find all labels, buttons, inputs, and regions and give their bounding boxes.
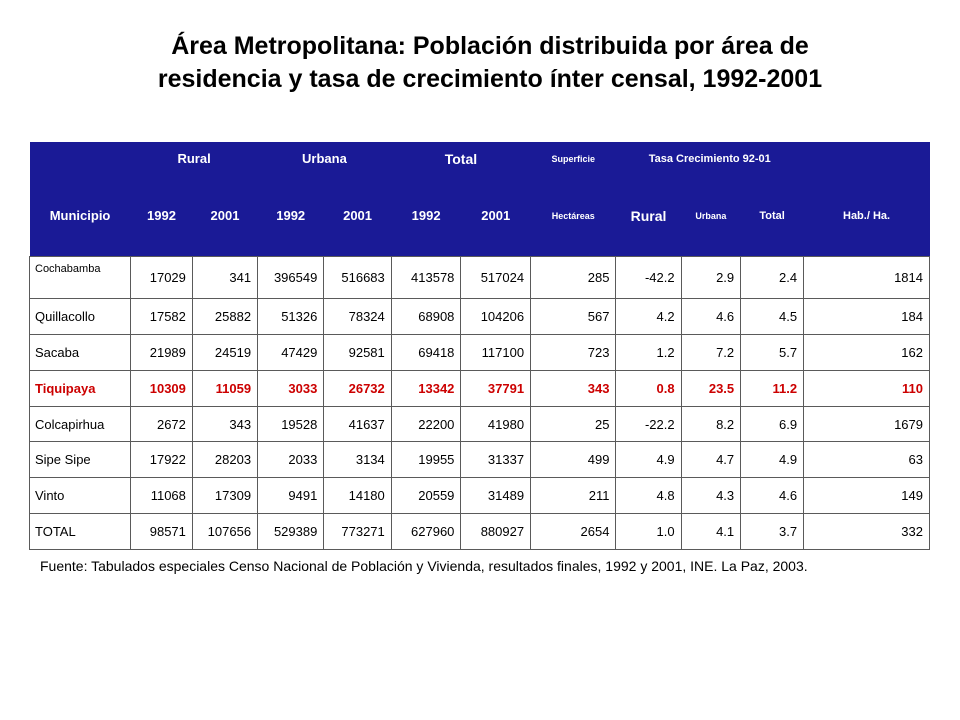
cell-superficie: 567 bbox=[531, 298, 616, 334]
cell-municipio: TOTAL bbox=[30, 514, 131, 550]
header-hab-ha: Hab./ Ha. bbox=[804, 175, 930, 257]
table-row-highlighted bbox=[30, 370, 930, 406]
population-table bbox=[29, 142, 930, 550]
header-total: Total bbox=[391, 142, 530, 175]
cell-tasa-rural: 4.9 bbox=[616, 442, 681, 478]
cell-urbana-2001: 78324 bbox=[324, 298, 391, 334]
cell-tasa-rural: 0.8 bbox=[616, 370, 681, 406]
cell-superficie: 723 bbox=[531, 334, 616, 370]
cell-municipio: Tiquipaya bbox=[30, 370, 131, 406]
cell-rural-1992: 11068 bbox=[131, 478, 193, 514]
table-row bbox=[30, 442, 930, 478]
cell-densidad: 149 bbox=[804, 478, 930, 514]
cell-rural-1992: 21989 bbox=[131, 334, 193, 370]
header-tasa-urbana: Urbana bbox=[681, 175, 741, 257]
cell-urbana-1992: 3033 bbox=[258, 370, 324, 406]
cell-densidad: 63 bbox=[804, 442, 930, 478]
cell-tasa-total: 6.9 bbox=[741, 406, 804, 442]
cell-superficie: 343 bbox=[531, 370, 616, 406]
cell-municipio: Sipe Sipe bbox=[30, 442, 131, 478]
header-rural-1992: 1992 bbox=[131, 175, 193, 257]
cell-rural-1992: 17582 bbox=[131, 298, 193, 334]
cell-tasa-urbana: 2.9 bbox=[681, 257, 741, 299]
header-urbana: Urbana bbox=[258, 142, 392, 175]
cell-rural-1992: 98571 bbox=[131, 514, 193, 550]
cell-urbana-1992: 51326 bbox=[258, 298, 324, 334]
table-row bbox=[30, 334, 930, 370]
cell-urbana-2001: 516683 bbox=[324, 257, 391, 299]
header-superficie: Superficie bbox=[531, 142, 616, 175]
title-line-2: residencia y tasa de crecimiento ínter censal, 1992-2001 bbox=[157, 65, 823, 93]
cell-tasa-total: 5.7 bbox=[741, 334, 804, 370]
cell-tasa-total: 4.5 bbox=[741, 298, 804, 334]
table-row bbox=[30, 478, 930, 514]
cell-urbana-2001: 26732 bbox=[324, 370, 391, 406]
header-hectareas: Hectáreas bbox=[531, 175, 616, 257]
cell-urbana-2001: 92581 bbox=[324, 334, 391, 370]
table-body bbox=[30, 257, 930, 550]
cell-superficie: 285 bbox=[531, 257, 616, 299]
cell-total-2001: 37791 bbox=[461, 370, 531, 406]
cell-tasa-total: 3.7 bbox=[741, 514, 804, 550]
cell-total-2001: 41980 bbox=[461, 406, 531, 442]
cell-tasa-rural: 4.8 bbox=[616, 478, 681, 514]
cell-densidad: 184 bbox=[804, 298, 930, 334]
cell-tasa-total: 11.2 bbox=[741, 370, 804, 406]
cell-densidad: 1814 bbox=[804, 257, 930, 299]
cell-rural-2001: 25882 bbox=[192, 298, 257, 334]
cell-total-2001: 31337 bbox=[461, 442, 531, 478]
cell-total-2001: 880927 bbox=[461, 514, 531, 550]
cell-tasa-urbana: 4.6 bbox=[681, 298, 741, 334]
header-row-2 bbox=[30, 175, 930, 257]
cell-tasa-rural: -42.2 bbox=[616, 257, 681, 299]
table-row bbox=[30, 257, 930, 299]
cell-municipio: Cochabamba bbox=[30, 257, 131, 299]
cell-urbana-1992: 9491 bbox=[258, 478, 324, 514]
cell-total-1992: 627960 bbox=[391, 514, 461, 550]
cell-urbana-2001: 14180 bbox=[324, 478, 391, 514]
cell-total-1992: 69418 bbox=[391, 334, 461, 370]
header-urbana-1992: 1992 bbox=[258, 175, 324, 257]
header-empty bbox=[30, 142, 131, 175]
cell-total-1992: 22200 bbox=[391, 406, 461, 442]
cell-total-2001: 517024 bbox=[461, 257, 531, 299]
cell-rural-1992: 2672 bbox=[131, 406, 193, 442]
header-rural-2001: 2001 bbox=[192, 175, 257, 257]
cell-tasa-total: 4.6 bbox=[741, 478, 804, 514]
cell-rural-2001: 341 bbox=[192, 257, 257, 299]
cell-total-1992: 68908 bbox=[391, 298, 461, 334]
cell-tasa-urbana: 7.2 bbox=[681, 334, 741, 370]
cell-superficie: 2654 bbox=[531, 514, 616, 550]
cell-superficie: 499 bbox=[531, 442, 616, 478]
cell-tasa-urbana: 4.7 bbox=[681, 442, 741, 478]
cell-urbana-2001: 3134 bbox=[324, 442, 391, 478]
cell-municipio: Colcapirhua bbox=[30, 406, 131, 442]
cell-total-1992: 19955 bbox=[391, 442, 461, 478]
cell-densidad: 1679 bbox=[804, 406, 930, 442]
cell-urbana-1992: 47429 bbox=[258, 334, 324, 370]
cell-tasa-rural: 1.2 bbox=[616, 334, 681, 370]
cell-tasa-urbana: 4.1 bbox=[681, 514, 741, 550]
header-tasa-total: Total bbox=[741, 175, 804, 257]
header-tasa-rural: Rural bbox=[616, 175, 681, 257]
cell-urbana-1992: 2033 bbox=[258, 442, 324, 478]
title-line-1: Área Metropolitana: Población distribuida por área de bbox=[171, 32, 809, 60]
cell-total-2001: 104206 bbox=[461, 298, 531, 334]
header-last bbox=[804, 142, 930, 175]
header-rural: Rural bbox=[131, 142, 258, 175]
table-row bbox=[30, 406, 930, 442]
cell-total-1992: 13342 bbox=[391, 370, 461, 406]
cell-total-2001: 117100 bbox=[461, 334, 531, 370]
header-municipio: Municipio bbox=[30, 175, 131, 257]
cell-rural-2001: 343 bbox=[192, 406, 257, 442]
cell-tasa-rural: 4.2 bbox=[616, 298, 681, 334]
cell-rural-1992: 17029 bbox=[131, 257, 193, 299]
header-total-1992: 1992 bbox=[391, 175, 461, 257]
cell-rural-1992: 10309 bbox=[131, 370, 193, 406]
header-row-1 bbox=[30, 142, 930, 175]
cell-superficie: 211 bbox=[531, 478, 616, 514]
cell-tasa-urbana: 8.2 bbox=[681, 406, 741, 442]
header-urbana-2001: 2001 bbox=[324, 175, 391, 257]
cell-rural-2001: 24519 bbox=[192, 334, 257, 370]
cell-densidad: 162 bbox=[804, 334, 930, 370]
cell-total-2001: 31489 bbox=[461, 478, 531, 514]
cell-municipio: Quillacollo bbox=[30, 298, 131, 334]
page-title bbox=[60, 30, 920, 96]
cell-total-1992: 413578 bbox=[391, 257, 461, 299]
cell-tasa-rural: -22.2 bbox=[616, 406, 681, 442]
source-footnote: Fuente: Tabulados especiales Censo Nacional de Población y Vivienda, resultados finales, 1992 y 2001, INE. La Paz, 2003. bbox=[40, 558, 808, 574]
cell-municipio: Vinto bbox=[30, 478, 131, 514]
cell-urbana-1992: 19528 bbox=[258, 406, 324, 442]
header-tasa: Tasa Crecimiento 92-01 bbox=[616, 142, 804, 175]
header-total-2001: 2001 bbox=[461, 175, 531, 257]
cell-urbana-2001: 773271 bbox=[324, 514, 391, 550]
cell-total-1992: 20559 bbox=[391, 478, 461, 514]
table-row bbox=[30, 298, 930, 334]
table-row-total bbox=[30, 514, 930, 550]
cell-tasa-urbana: 4.3 bbox=[681, 478, 741, 514]
cell-rural-2001: 28203 bbox=[192, 442, 257, 478]
cell-tasa-urbana: 23.5 bbox=[681, 370, 741, 406]
cell-densidad: 110 bbox=[804, 370, 930, 406]
cell-rural-1992: 17922 bbox=[131, 442, 193, 478]
cell-densidad: 332 bbox=[804, 514, 930, 550]
cell-urbana-2001: 41637 bbox=[324, 406, 391, 442]
cell-rural-2001: 17309 bbox=[192, 478, 257, 514]
cell-tasa-rural: 1.0 bbox=[616, 514, 681, 550]
cell-tasa-total: 2.4 bbox=[741, 257, 804, 299]
cell-rural-2001: 11059 bbox=[192, 370, 257, 406]
cell-superficie: 25 bbox=[531, 406, 616, 442]
cell-urbana-1992: 529389 bbox=[258, 514, 324, 550]
cell-tasa-total: 4.9 bbox=[741, 442, 804, 478]
cell-municipio: Sacaba bbox=[30, 334, 131, 370]
cell-urbana-1992: 396549 bbox=[258, 257, 324, 299]
cell-rural-2001: 107656 bbox=[192, 514, 257, 550]
